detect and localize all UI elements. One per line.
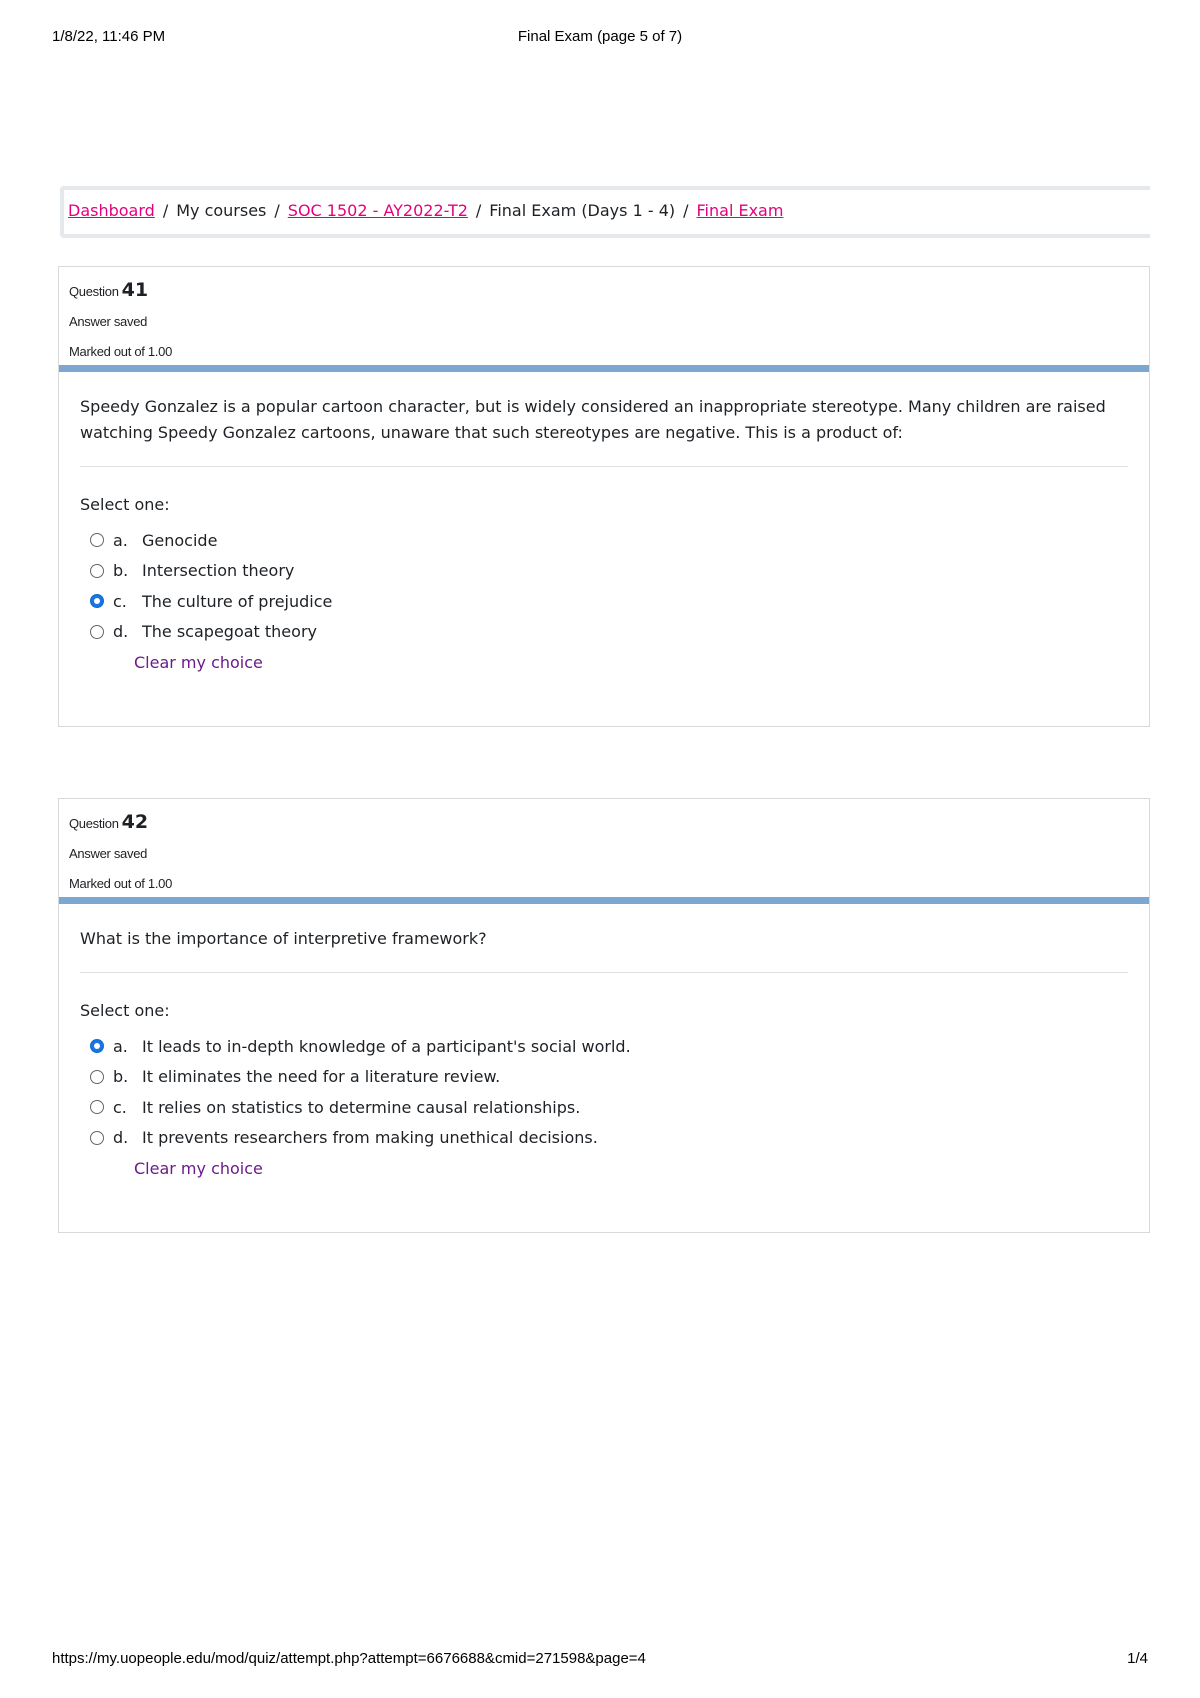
radio-button[interactable] — [90, 1070, 104, 1084]
option-label: The scapegoat theory — [142, 622, 317, 642]
print-page-number: 1/4 — [1127, 1650, 1148, 1667]
option-label: It prevents researchers from making unethical decisions. — [142, 1128, 598, 1148]
radio-button[interactable] — [90, 1100, 104, 1114]
question-content — [59, 372, 1149, 672]
print-datetime: 1/8/22, 11:46 PM — [52, 28, 166, 45]
question-text: What is the importance of interpretive framework? — [80, 926, 1128, 973]
answer-option[interactable] — [80, 1031, 1128, 1062]
print-footer — [0, 1650, 1200, 1672]
option-label: It eliminates the need for a literature review. — [142, 1067, 501, 1087]
radio-button[interactable] — [90, 533, 104, 547]
answer-option[interactable] — [80, 1062, 1128, 1093]
question-number-value: 41 — [121, 279, 149, 301]
question-status: Answer saved — [69, 846, 148, 861]
radio-button[interactable] — [90, 625, 104, 639]
radio-button-selected[interactable] — [90, 594, 104, 608]
option-letter: d. — [113, 622, 129, 642]
breadcrumb-separator: / — [274, 201, 280, 220]
print-title: Final Exam (page 5 of 7) — [517, 28, 683, 45]
answer-option[interactable] — [80, 586, 1128, 617]
breadcrumb-final-exam-link[interactable]: Final Exam — [696, 201, 784, 220]
answer-option[interactable] — [80, 617, 1128, 648]
answer-option[interactable] — [80, 1123, 1128, 1154]
answer-option[interactable] — [80, 556, 1128, 587]
breadcrumb-course-link[interactable]: SOC 1502 - AY2022-T2 — [287, 201, 468, 220]
question-text: Speedy Gonzalez is a popular cartoon character, but is widely considered an inappropriate stereotype. Many children are raised watching Speedy Gonzalez cartoons, unaware that such stereotypes are negative. This is a product of: — [80, 394, 1128, 467]
question-number — [69, 279, 1149, 307]
radio-button[interactable] — [90, 1131, 104, 1145]
question-marks: Marked out of 1.00 — [69, 344, 172, 359]
print-header — [0, 28, 1200, 50]
option-letter: a. — [113, 530, 128, 550]
radio-button[interactable] — [90, 564, 104, 578]
breadcrumb — [60, 186, 1150, 238]
option-letter: a. — [113, 1036, 128, 1056]
question-status: Answer saved — [69, 314, 148, 329]
breadcrumb-section: Final Exam (Days 1 - 4) — [489, 201, 676, 220]
question-card — [58, 266, 1150, 727]
breadcrumb-separator: / — [162, 201, 169, 220]
breadcrumb-dashboard-link[interactable]: Dashboard — [68, 201, 155, 220]
answer-option[interactable] — [80, 1092, 1128, 1123]
clear-my-choice-link[interactable]: Clear my choice — [134, 653, 263, 672]
option-letter: d. — [113, 1128, 129, 1148]
question-label: Question — [69, 816, 119, 831]
option-letter: c. — [113, 1097, 127, 1117]
answer-option[interactable] — [80, 525, 1128, 556]
option-label: It relies on statistics to determine causal relationships. — [142, 1097, 581, 1117]
breadcrumb-separator: / — [683, 201, 689, 220]
breadcrumb-separator: / — [475, 201, 482, 220]
option-label: The culture of prejudice — [142, 591, 333, 611]
question-info — [59, 799, 1149, 897]
question-label: Question — [69, 284, 119, 299]
breadcrumb-my-courses: My courses — [176, 201, 267, 220]
print-url: https://my.uopeople.edu/mod/quiz/attempt.php?attempt=6676688&cmid=271598&page=4 — [52, 1650, 646, 1667]
option-label: Intersection theory — [142, 561, 295, 581]
option-letter: c. — [113, 591, 127, 611]
question-number — [69, 811, 1149, 839]
select-one-prompt: Select one: — [80, 1001, 170, 1020]
option-label: It leads to in-depth knowledge of a participant's social world. — [142, 1036, 631, 1056]
select-one-prompt: Select one: — [80, 495, 170, 514]
question-card — [58, 798, 1150, 1233]
question-info — [59, 267, 1149, 365]
question-marks: Marked out of 1.00 — [69, 876, 172, 891]
question-number-value: 42 — [121, 811, 149, 833]
option-label: Genocide — [142, 530, 218, 550]
option-letter: b. — [113, 561, 129, 581]
radio-button-selected[interactable] — [90, 1039, 104, 1053]
clear-my-choice-link[interactable]: Clear my choice — [134, 1159, 263, 1178]
question-content — [59, 904, 1149, 1178]
option-letter: b. — [113, 1067, 129, 1087]
